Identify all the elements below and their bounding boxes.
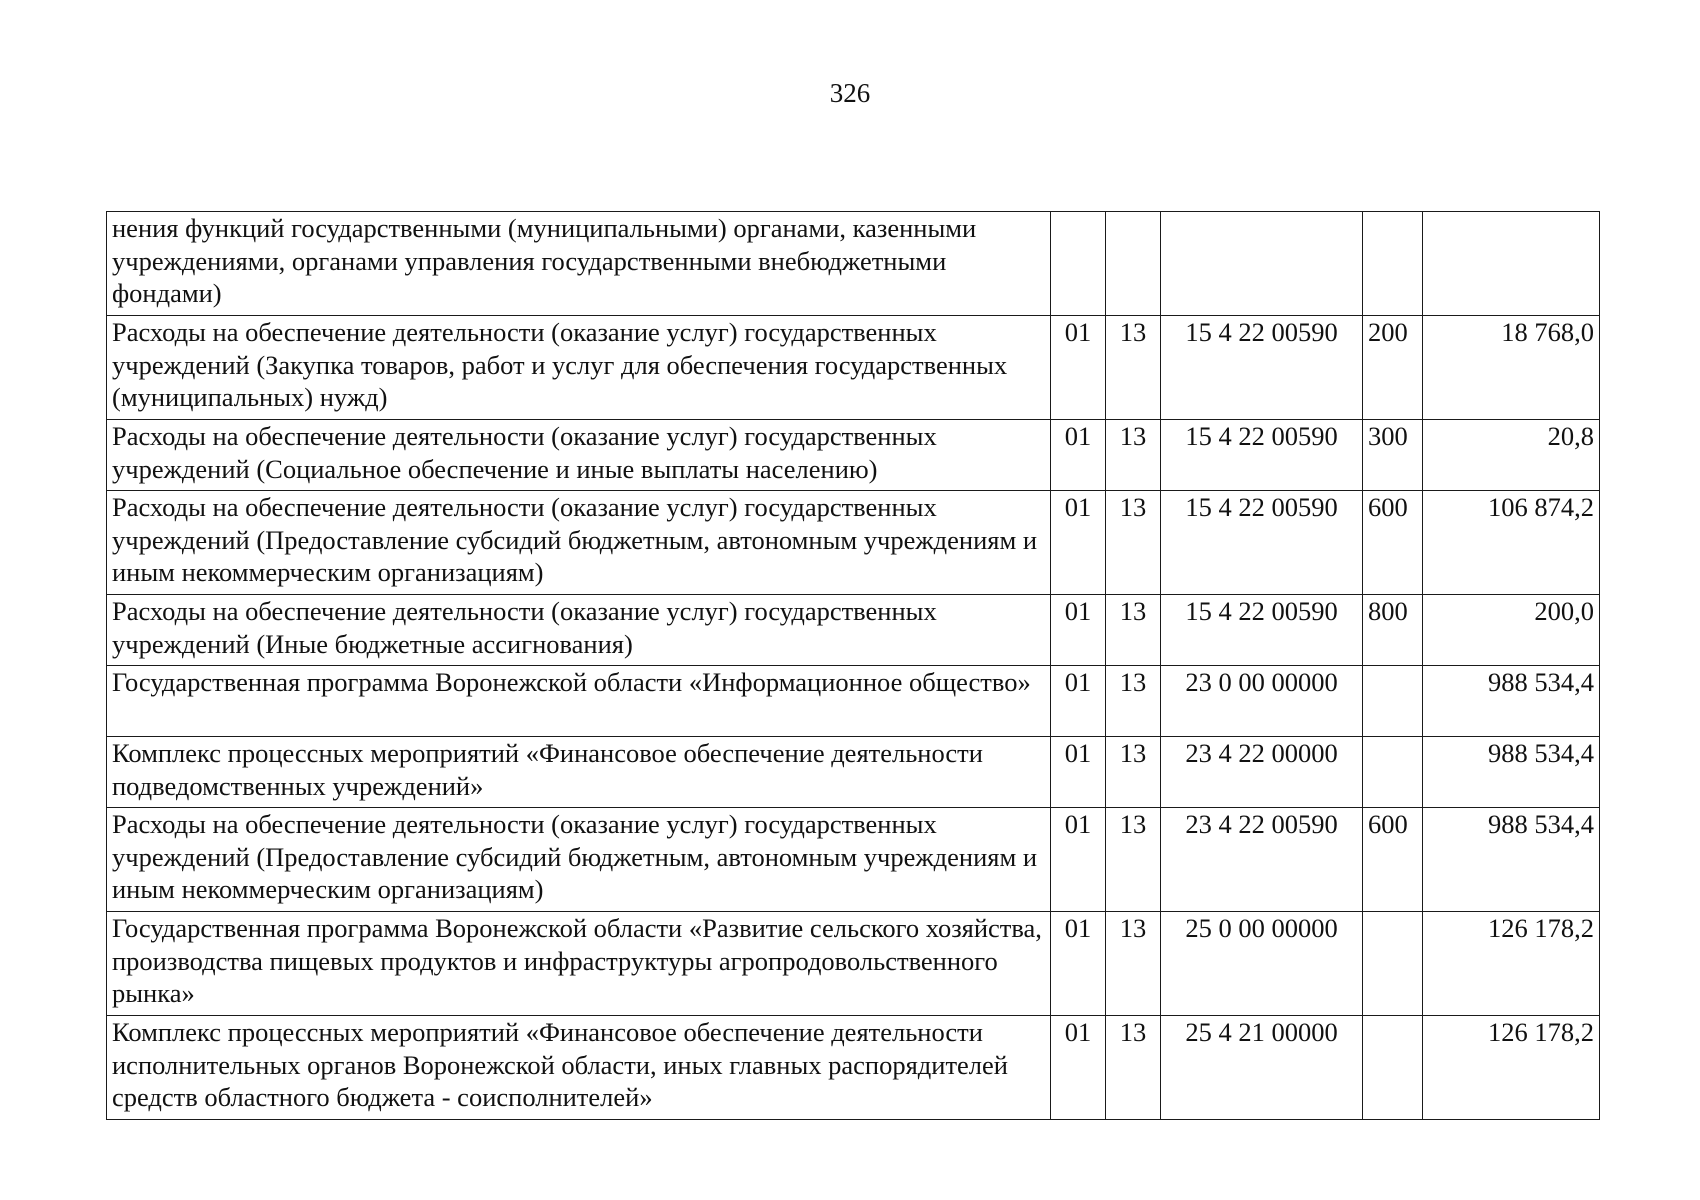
row-name-cell: Расходы на обеспечение деятельности (оказание услуг) государственных учреждений (Иные бюджетные ассигнования) bbox=[107, 595, 1051, 666]
row-amount-cell: 126 178,2 bbox=[1423, 1016, 1600, 1120]
table-row bbox=[107, 212, 1600, 316]
row-section-cell bbox=[1051, 212, 1106, 316]
row-expense-type-cell: 600 bbox=[1363, 491, 1423, 595]
row-amount-cell: 18 768,0 bbox=[1423, 316, 1600, 420]
row-subsection-cell: 13 bbox=[1106, 491, 1161, 595]
row-section-cell: 01 bbox=[1051, 666, 1106, 737]
row-subsection-cell: 13 bbox=[1106, 316, 1161, 420]
table-row bbox=[107, 737, 1600, 808]
row-amount-cell: 106 874,2 bbox=[1423, 491, 1600, 595]
row-target-article-cell: 15 4 22 00590 bbox=[1161, 316, 1363, 420]
row-section-cell: 01 bbox=[1051, 316, 1106, 420]
row-subsection-cell: 13 bbox=[1106, 808, 1161, 912]
row-subsection-cell: 13 bbox=[1106, 912, 1161, 1016]
row-name-cell: Расходы на обеспечение деятельности (оказание услуг) государственных учреждений (Предоставление субсидий бюджетным, автономным учреждениям и иным некоммерческим организациям) bbox=[107, 491, 1051, 595]
row-name-cell: Государственная программа Воронежской области «Информационное общество» bbox=[107, 666, 1051, 737]
row-section-cell: 01 bbox=[1051, 1016, 1106, 1120]
row-name-cell: Комплекс процессных мероприятий «Финансовое обеспечение деятельности исполнительных органов Воронежской области, иных главных распорядителей средств областного бюджета - соисполнителей» bbox=[107, 1016, 1051, 1120]
row-name-cell: Расходы на обеспечение деятельности (оказание услуг) государственных учреждений (Предоставление субсидий бюджетным, автономным учреждениям и иным некоммерческим организациям) bbox=[107, 808, 1051, 912]
row-amount-cell: 126 178,2 bbox=[1423, 912, 1600, 1016]
table-row bbox=[107, 420, 1600, 491]
row-target-article-cell: 23 4 22 00000 bbox=[1161, 737, 1363, 808]
row-name-cell: Расходы на обеспечение деятельности (оказание услуг) государственных учреждений (Социальное обеспечение и иные выплаты населению) bbox=[107, 420, 1051, 491]
row-subsection-cell: 13 bbox=[1106, 1016, 1161, 1120]
row-section-cell: 01 bbox=[1051, 491, 1106, 595]
row-subsection-cell: 13 bbox=[1106, 420, 1161, 491]
table-row bbox=[107, 595, 1600, 666]
row-expense-type-cell: 800 bbox=[1363, 595, 1423, 666]
row-target-article-cell: 25 0 00 00000 bbox=[1161, 912, 1363, 1016]
row-subsection-cell: 13 bbox=[1106, 595, 1161, 666]
table-row bbox=[107, 912, 1600, 1016]
row-section-cell: 01 bbox=[1051, 737, 1106, 808]
budget-table-body bbox=[107, 212, 1600, 1120]
row-expense-type-cell: 300 bbox=[1363, 420, 1423, 491]
page-number: 326 bbox=[829, 78, 871, 108]
row-target-article-cell: 25 4 21 00000 bbox=[1161, 1016, 1363, 1120]
table-row bbox=[107, 808, 1600, 912]
row-target-article-cell bbox=[1161, 212, 1363, 316]
row-amount-cell bbox=[1423, 212, 1600, 316]
row-amount-cell: 200,0 bbox=[1423, 595, 1600, 666]
row-target-article-cell: 15 4 22 00590 bbox=[1161, 595, 1363, 666]
row-section-cell: 01 bbox=[1051, 595, 1106, 666]
row-section-cell: 01 bbox=[1051, 808, 1106, 912]
row-expense-type-cell: 600 bbox=[1363, 808, 1423, 912]
row-subsection-cell: 13 bbox=[1106, 666, 1161, 737]
row-section-cell: 01 bbox=[1051, 420, 1106, 491]
row-expense-type-cell bbox=[1363, 212, 1423, 316]
row-name-cell: Государственная программа Воронежской области «Развитие сельского хозяйства, производства пищевых продуктов и инфраструктуры агропродовольственного рынка» bbox=[107, 912, 1051, 1016]
table-row bbox=[107, 666, 1600, 737]
row-expense-type-cell bbox=[1363, 912, 1423, 1016]
row-name-cell: Расходы на обеспечение деятельности (оказание услуг) государственных учреждений (Закупка товаров, работ и услуг для обеспечения государственных (муниципальных) нужд) bbox=[107, 316, 1051, 420]
table-row bbox=[107, 1016, 1600, 1120]
row-expense-type-cell bbox=[1363, 1016, 1423, 1120]
row-target-article-cell: 15 4 22 00590 bbox=[1161, 420, 1363, 491]
row-amount-cell: 988 534,4 bbox=[1423, 737, 1600, 808]
row-expense-type-cell: 200 bbox=[1363, 316, 1423, 420]
row-subsection-cell bbox=[1106, 212, 1161, 316]
row-amount-cell: 988 534,4 bbox=[1423, 808, 1600, 912]
table-row bbox=[107, 316, 1600, 420]
row-target-article-cell: 23 0 00 00000 bbox=[1161, 666, 1363, 737]
row-name-cell: нения функций государственными (муниципальными) органами, казенными учреждениями, органами управления государственными внебюджетными фондами) bbox=[107, 212, 1051, 316]
row-amount-cell: 20,8 bbox=[1423, 420, 1600, 491]
row-target-article-cell: 23 4 22 00590 bbox=[1161, 808, 1363, 912]
row-expense-type-cell bbox=[1363, 666, 1423, 737]
row-name-cell: Комплекс процессных мероприятий «Финансовое обеспечение деятельности подведомственных учреждений» bbox=[107, 737, 1051, 808]
row-subsection-cell: 13 bbox=[1106, 737, 1161, 808]
row-section-cell: 01 bbox=[1051, 912, 1106, 1016]
table-row bbox=[107, 491, 1600, 595]
budget-table bbox=[106, 211, 1600, 1120]
row-target-article-cell: 15 4 22 00590 bbox=[1161, 491, 1363, 595]
row-expense-type-cell bbox=[1363, 737, 1423, 808]
row-amount-cell: 988 534,4 bbox=[1423, 666, 1600, 737]
